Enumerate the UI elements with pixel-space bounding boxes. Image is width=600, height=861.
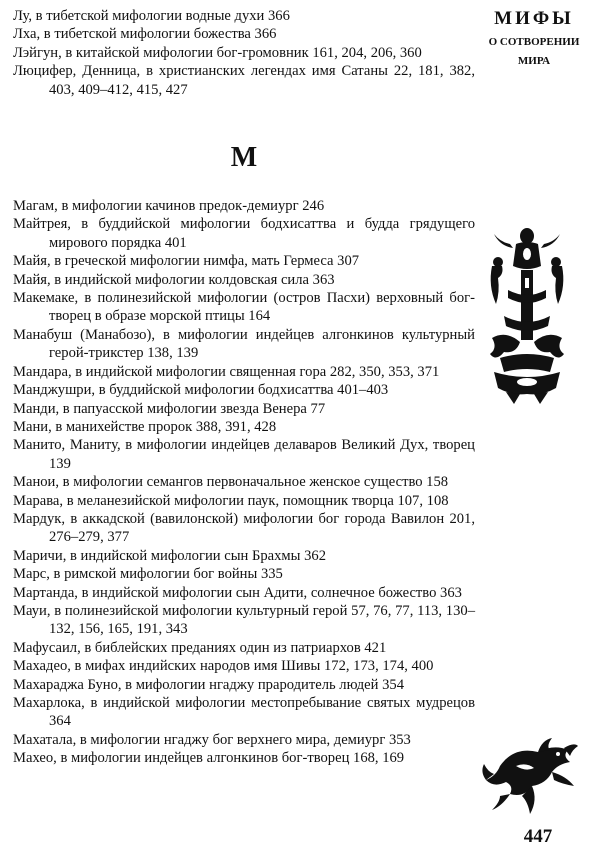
index-entry: Махадео, в мифах индийских народов имя Шивы 172, 173, 174, 400 (13, 658, 434, 675)
entries-after (13, 197, 475, 768)
index-entry: Мандара, в индийской мифологии священная гора 282, 350, 353, 371 (13, 363, 440, 380)
index-entry: Мауи, в полинезийской мифологии культурный герой 57, 76, 77, 113, 130–132, 156, 165, 191, 343 (13, 602, 475, 638)
index-entry: Маричи, в индийской мифологии сын Брахмы 362 (13, 547, 327, 564)
index-entry: Манджушри, в буддийской мифологии бодхисаттва 401–403 (13, 382, 389, 399)
index-entry: Манди, в папуасской мифологии звезда Венера 77 (13, 400, 326, 417)
index-column (13, 7, 475, 768)
index-entry: Магам, в мифологии качинов предок-демиург 246 (13, 198, 325, 215)
index-entry: Люцифер, Денница, в христианских легендах имя Сатаны 22, 181, 382, 403, 409–412, 415, 427 (13, 63, 475, 98)
index-entry: Махараджа Буно, в мифологии нгаджу прародитель людей 354 (13, 676, 404, 693)
index-entry: Мартанда, в индийской мифологии сын Адити, солнечное божество 363 (13, 584, 462, 601)
index-entry: Лха, в тибетской мифологии божества 366 (13, 26, 277, 43)
index-entry: Майтрея, в буддийской мифологии бодхисаттва и будда грядущего мирового порядка 401 (13, 216, 475, 251)
running-header-subtitle-2: МИРА (517, 55, 551, 67)
index-entry: Марс, в римской мифологии бог войны 335 (13, 566, 283, 583)
entries-before (13, 7, 475, 99)
running-header-subtitle: О СОТВОРЕНИИ (488, 36, 580, 48)
index-entry: Манабуш (Манабозо), в мифологии индейцев алгонкинов культурный герой-трикстер 138, 139 (13, 326, 475, 362)
page-number: 447 (523, 826, 553, 847)
index-entry: Манито, Маниту, в мифологии индейцев делаваров Великий Дух, творец 139 (13, 437, 475, 472)
index-entry: Марава, в меланезийской мифологии паук, помощник творца 107, 108 (13, 492, 449, 509)
ornament-figure-icon (486, 226, 568, 406)
index-entry: Майя, в индийской мифологии колдовская сила 363 (13, 271, 335, 288)
index-entry: Мани, в манихействе пророк 388, 391, 428 (13, 418, 277, 435)
index-entry: Лэйгун, в китайской мифологии бог-громовник 161, 204, 206, 360 (13, 44, 422, 61)
index-entry: Манои, в мифологии семангов первоначальное женское существо 158 (13, 474, 449, 491)
index-entry: Лу, в тибетской мифологии водные духи 366 (13, 8, 290, 24)
dragon-ornament-icon (480, 736, 580, 816)
index-entry: Махатала, в мифологии нгаджу бог верхнего мира, демиург 353 (13, 731, 411, 748)
index-entry: Майя, в греческой мифологии нимфа, мать Гермеса 307 (13, 253, 360, 270)
index-entry: Мардук, в аккадской (вавилонской) мифологии бог города Вавилон 201, 276–279, 377 (13, 510, 475, 546)
running-header (476, 8, 592, 69)
index-entry: Махарлока, в индийской мифологии местопребывание святых мудрецов 364 (13, 695, 475, 730)
index-entry: Макемаке, в полинезийской мифологии (остров Пасхи) верховный бог-творец в образе морской птицы 164 (13, 290, 475, 325)
index-entry: Махео, в мифологии индейцев алгонкинов бог-творец 168, 169 (13, 750, 405, 767)
index-entry: Мафусаил, в библейских преданиях один из патриархов 421 (13, 639, 387, 656)
running-header-title: МИФЫ (494, 8, 574, 29)
section-letter: М (230, 142, 258, 174)
